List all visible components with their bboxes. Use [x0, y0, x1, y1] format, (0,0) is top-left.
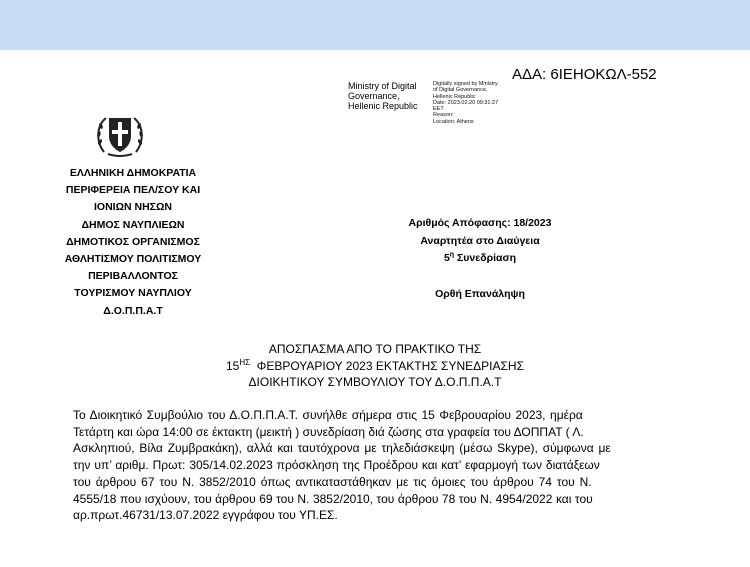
signature-meta-line: Digitally signed by Ministry [433, 81, 498, 87]
greek-coat-of-arms-icon [94, 112, 146, 158]
correction-label: Ορθή Επανάληψη [435, 288, 525, 300]
session-ordinal: η [449, 251, 455, 259]
viewer-top-bar [0, 0, 750, 50]
extract-line: ΔΙΟΙΚΗΤΙΚΟΥ ΣΥΜΒΟΥΛΙΟΥ ΤΟΥ Δ.Ο.Π.Π.Α.Τ [248, 375, 502, 389]
body-line: Τετάρτη και ώρα 14:00 σε έκτακτη (μεικτή ) συνεδρίαση διά ζώσης στα γραφεία του ΔΟΠΠΑΤ ( Λ. [73, 424, 584, 439]
issuer-line: ΑΘΛΗΤΙΣΜΟΥ ΠΟΛΙΤΙΣΜΟΥ [64, 253, 202, 266]
issuer-block [38, 165, 228, 320]
body-line: του άρθρου 67 του Ν. 3852/2010 όπως αντικαταστάθηκαν με τις όμοιες του άρθρου 74 του Ν. [73, 474, 592, 489]
signer-line: Governance, [348, 91, 400, 101]
decision-number: Αριθμός Απόφασης: 18/2023 [408, 217, 552, 229]
signature-meta-line: EET [433, 106, 444, 113]
issuer-line: ΠΕΡΙΦΕΡΕΙΑ ΠΕΛ/ΣΟΥ ΚΑΙ [65, 184, 201, 197]
issuer-line: ΔΗΜΟΣ ΝΑΥΠΛΙΕΩΝ [81, 218, 185, 231]
extract-day-ordinal: ΗΣ [239, 357, 251, 367]
issuer-line: ΕΛΛΗΝΙΚΗ ΔΗΜΟΚΡΑΤΙΑ [69, 167, 197, 179]
signature-meta-line: Reason: [433, 112, 454, 119]
body-line: 4555/18 που ισχύουν, του άρθρου 69 του Ν. 3852/2010, του άρθρου 78 του Ν. 4954/2022 και του [73, 491, 593, 506]
posted-notice: Αναρτητέα στο Διαύγεια [420, 234, 540, 247]
signature-meta-line: of Digital Governance, [433, 87, 488, 94]
document-page [0, 50, 750, 567]
session-number: 5 [443, 252, 450, 264]
signer-line: Hellenic Republic [348, 101, 418, 111]
decision-info [400, 215, 560, 268]
session-word: Συνεδρίαση [454, 252, 517, 264]
signature-meta-line: Location: Athens [433, 118, 474, 125]
signature-metadata [433, 81, 498, 125]
extract-line: ΑΠΟΣΠΑΣΜΑ ΑΠΟ ΤΟ ΠΡΑΚΤΙΚΟ ΤΗΣ [268, 342, 482, 356]
digital-signer [348, 81, 418, 111]
extract-day: 15 [225, 358, 240, 373]
body-line: Το Διοικητικό Συμβούλιο του Δ.Ο.Π.Π.Α.Τ. συνήλθε σήμερα στις 15 Φεβρουαρίου 2023, ημέρα [73, 408, 583, 422]
extract-date-rest: ΦΕΒΡΟΥΑΡΙΟΥ 2023 ΕΚΤΑΚΤΗΣ ΣΥΝΕΔΡΙΑΣΗΣ [250, 358, 524, 373]
body-paragraph [73, 407, 707, 524]
issuer-line: Δ.Ο.Π.Π.Α.Τ [103, 304, 163, 317]
issuer-line: ΔΗΜΟΤΙΚΟΣ ΟΡΓΑΝΙΣΜΟΣ [66, 235, 200, 248]
issuer-line: ΙΟΝΙΩΝ ΝΗΣΩΝ [94, 201, 172, 214]
body-line: την υπ’ αριθμ. Πρωτ: 305/14.02.2023 πρόσκληση της Προέδρου και κατ’ εφαρμογή των διατάξεων [73, 458, 600, 473]
body-line: αρ.πρωτ.46731/13.07.2022 εγγράφου του ΥΠ.ΕΣ. [73, 508, 338, 523]
extract-line [150, 358, 600, 375]
signature-meta-line: Date: 2023.02.20 09:31:27 [433, 99, 499, 106]
session-label [400, 250, 560, 268]
extract-heading [150, 341, 600, 391]
ada-code: ΑΔΑ: 6ΙΕΗΟΚΩΛ-552 [512, 66, 657, 83]
signer-line: Ministry of Digital [348, 81, 417, 91]
issuer-line: ΤΟΥΡΙΣΜΟΥ ΝΑΥΠΛΙΟΥ [74, 287, 192, 300]
issuer-line: ΠΕΡΙΒΑΛΛΟΝΤΟΣ [88, 270, 178, 283]
body-line: Ασκληπιού, Βίλα Ζυμβρακάκη), αλλά και ταυτόχρονα με τηλεδιάσκεψη (μέσω Skype), σύμφωνα με [73, 441, 611, 456]
signature-meta-line: Hellenic Republic [433, 93, 476, 100]
